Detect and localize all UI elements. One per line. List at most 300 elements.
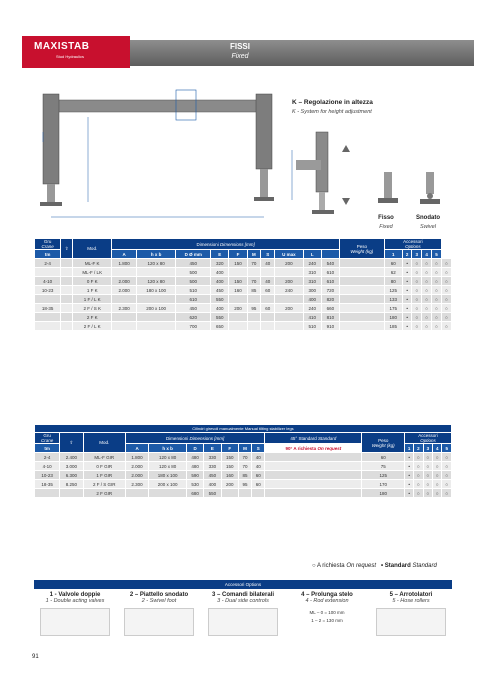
table-cell: 60: [362, 453, 405, 462]
table-cell: 530: [186, 480, 203, 489]
table-cell: 2.300: [112, 304, 137, 313]
table-cell: ○: [433, 489, 442, 498]
table-cell: [221, 489, 238, 498]
table-cell: •: [402, 322, 412, 331]
table-cell: ML-F / LK: [73, 268, 112, 277]
accessory-valves: [34, 590, 116, 655]
rod-note-1: ML – 0 = 100 mm: [309, 610, 345, 615]
table-cell: 185: [384, 322, 402, 331]
t2-col-options: Accessori Options: [405, 433, 452, 444]
table-cell: 2.300: [125, 480, 149, 489]
t2-col-f: F: [221, 444, 238, 453]
table-cell: ○: [441, 286, 451, 295]
table-cell: 120 x 80: [149, 453, 187, 462]
table-cell: 810: [321, 313, 339, 322]
t2-col-opt5: 5: [442, 444, 452, 453]
table-cell: ○: [441, 322, 451, 331]
table-cell: 820: [321, 295, 339, 304]
table-cell: 62: [384, 268, 402, 277]
table-cell: [112, 322, 137, 331]
table-cell: 18-35: [35, 304, 61, 313]
table-cell: [265, 471, 362, 480]
col-load-icon: ⇧: [61, 239, 73, 259]
table-cell: ○: [441, 295, 451, 304]
table-row: [35, 277, 452, 286]
table-cell: ○: [414, 489, 423, 498]
table-cell: [229, 322, 247, 331]
table-row: [35, 259, 452, 268]
table-cell: [339, 313, 384, 322]
table-cell: 200: [275, 277, 304, 286]
table-cell: [339, 286, 384, 295]
t2-col-standard: 45° Standard Standard: [265, 433, 362, 444]
table-cell: ○: [433, 480, 442, 489]
table-cell: 240: [275, 286, 304, 295]
fixed-label: Fisso: [378, 215, 394, 221]
height-adjustment-drawing: [286, 130, 366, 218]
table-cell: ○: [412, 295, 422, 304]
table-row: [35, 471, 452, 480]
table-cell: 400: [204, 480, 221, 489]
col-m: M: [247, 250, 261, 259]
table-cell: 133: [384, 295, 402, 304]
table-cell: 8.250: [60, 480, 84, 489]
table-cell: 70: [247, 259, 261, 268]
table-cell: 550: [211, 295, 229, 304]
table-cell: ○: [441, 268, 451, 277]
table-cell: 2.000: [125, 471, 149, 480]
table-cell: ○: [441, 259, 451, 268]
table-cell: 310: [303, 277, 321, 286]
table-cell: ○: [422, 304, 432, 313]
page-number: 91: [32, 654, 39, 660]
accessory-title: 3 – Comandi bilaterali: [211, 592, 275, 598]
table-cell: 2.000: [112, 277, 137, 286]
table-cell: 240: [303, 259, 321, 268]
table-cell: ○: [432, 313, 442, 322]
table-cell: 70: [238, 453, 251, 462]
table-cell: 240: [303, 304, 321, 313]
table-cell: ○: [442, 489, 452, 498]
accessory-title: 2 – Piattello snodato: [129, 592, 189, 598]
table-cell: 200 x 100: [136, 304, 175, 313]
table-cell: 120 x 80: [136, 277, 175, 286]
table-cell: [149, 489, 187, 498]
table-cell: 660: [321, 304, 339, 313]
col-s: S: [261, 250, 275, 259]
table-cell: ○: [412, 322, 422, 331]
accessory-title: 5 – Arrotolatori: [389, 592, 433, 598]
table-cell: ○: [414, 453, 423, 462]
table-cell: 40: [261, 259, 275, 268]
t2-col-load-icon: ⇧: [60, 433, 84, 453]
table-cell: 550: [204, 489, 221, 498]
table-cell: 4-10: [35, 462, 60, 471]
table-cell: 400: [303, 295, 321, 304]
table-cell: 120 x 80: [136, 259, 175, 268]
table-cell: ○: [432, 277, 442, 286]
table-cell: [35, 313, 61, 322]
col-opt1: 1: [384, 250, 402, 259]
table-cell: 1 F K: [73, 286, 112, 295]
page-subtitle: Fixed: [231, 53, 249, 60]
table-cell: [265, 462, 362, 471]
table-cell: [275, 295, 304, 304]
table-cell: 60: [252, 480, 265, 489]
table-cell: •: [405, 453, 414, 462]
table-cell: ○: [414, 462, 423, 471]
table-cell: [265, 489, 362, 498]
col-l: L: [303, 250, 321, 259]
table-cell: ○: [423, 462, 432, 471]
t2-col-opt4: 4: [433, 444, 442, 453]
table-cell: 2.400: [60, 453, 84, 462]
table-cell: •: [405, 471, 414, 480]
table2-strip: Cilindri girevoli manualmente Manual tilting stabilizer legs: [35, 425, 452, 433]
table-cell: 330: [204, 462, 221, 471]
col-dims: Dimensioni Dimensions [mm]: [112, 239, 340, 250]
table-cell: 500: [176, 268, 211, 277]
table-cell: [35, 489, 60, 498]
col-hxb: h x b: [136, 250, 175, 259]
col-options: Accessori Options: [384, 239, 441, 250]
col-gru: Gru Crane: [35, 239, 61, 250]
table-cell: ○: [414, 471, 423, 480]
table-cell: 10-23: [35, 471, 60, 480]
t2-col-weight: Peso Weight (kg): [362, 433, 405, 453]
table-cell: ○: [422, 322, 432, 331]
page-title: FISSI: [229, 42, 250, 51]
logo-subtext: Stud Hydraulics: [56, 54, 85, 59]
fixed-foot-drawing: [376, 172, 400, 206]
table-cell: 2 F / S GIR: [83, 480, 125, 489]
col-e: E: [211, 250, 229, 259]
col-opt4: 4: [422, 250, 432, 259]
table-cell: 320: [211, 259, 229, 268]
table-cell: ○: [432, 268, 442, 277]
legend-request-sub: On request: [346, 563, 376, 569]
table-cell: 2.000: [112, 286, 137, 295]
table-cell: 85: [238, 471, 251, 480]
table-cell: [339, 268, 384, 277]
col-a: A: [112, 250, 137, 259]
accessory-subtitle: 1 - Double acting valves: [45, 598, 105, 604]
table-cell: ○: [432, 259, 442, 268]
t2-col-opt2: 2: [414, 444, 423, 453]
col-u: U max: [275, 250, 304, 259]
table-row: [35, 286, 452, 295]
table-cell: 590: [186, 471, 203, 480]
table-cell: [238, 489, 251, 498]
table-cell: ○: [412, 304, 422, 313]
table-cell: 610: [176, 295, 211, 304]
t2-col-hxb: h x b: [149, 444, 187, 453]
regulation-title: K – Regolazione in altezza: [292, 99, 373, 106]
accessories-header: Accessori Options: [34, 580, 452, 589]
table-cell: [136, 268, 175, 277]
t2-col-tm: tm: [35, 444, 60, 453]
table-cell: [136, 322, 175, 331]
table-cell: ○: [423, 471, 432, 480]
table-cell: [61, 322, 73, 331]
table-row: [35, 304, 452, 313]
table-cell: [229, 268, 247, 277]
table-cell: •: [402, 286, 412, 295]
table-cell: •: [402, 295, 412, 304]
table-cell: 450: [176, 304, 211, 313]
table-cell: [35, 322, 61, 331]
hose-rollers-image: [376, 608, 446, 636]
table-cell: 60: [252, 471, 265, 480]
table-cell: 10-23: [35, 286, 61, 295]
table-cell: 18-35: [35, 480, 60, 489]
table-cell: 2-4: [35, 453, 60, 462]
col-tm: tm: [35, 250, 61, 259]
table-cell: [247, 268, 261, 277]
table-row: [35, 268, 452, 277]
table-cell: [339, 277, 384, 286]
table-cell: 80: [384, 277, 402, 286]
table-cell: 910: [321, 322, 339, 331]
t2-col-d: D: [186, 444, 203, 453]
table-cell: ○: [433, 471, 442, 480]
swivel-sublabel: Swivel: [420, 224, 436, 230]
logo-text: MAXISTAB: [34, 41, 90, 52]
table-cell: [136, 313, 175, 322]
table-cell: ○: [422, 295, 432, 304]
valves-image: [40, 608, 110, 636]
table-cell: [61, 277, 73, 286]
table-cell: ○: [441, 304, 451, 313]
table-cell: 510: [176, 286, 211, 295]
table-cell: 2 F K: [73, 313, 112, 322]
table-cell: 70: [238, 462, 251, 471]
table-cell: ○: [412, 268, 422, 277]
table-cell: •: [405, 480, 414, 489]
table-cell: 650: [211, 322, 229, 331]
table-row: [35, 462, 452, 471]
table-cell: 120 x 80: [149, 462, 187, 471]
table-cell: 480: [186, 453, 203, 462]
accessory-subtitle: 2 - Swivel foot: [141, 598, 177, 604]
rod-note-2: 1 – 2 = 130 mm: [311, 618, 343, 623]
col-opt3: 3: [412, 250, 422, 259]
table-cell: [125, 489, 149, 498]
table-cell: ○: [442, 471, 452, 480]
table-cell: [265, 453, 362, 462]
table-row: [35, 489, 452, 498]
legend-standard: • Standard: [381, 563, 411, 569]
table-cell: 480: [186, 462, 203, 471]
table-cell: 620: [176, 313, 211, 322]
table-cell: 200: [275, 304, 304, 313]
t2-col-opt1: 1: [405, 444, 414, 453]
stabilizer-drawing: [28, 82, 298, 232]
table-cell: 400: [211, 268, 229, 277]
table-cell: [61, 259, 73, 268]
table-cell: 125: [384, 286, 402, 295]
table-cell: ○: [422, 313, 432, 322]
col-blank: [321, 250, 339, 259]
table-cell: 40: [252, 462, 265, 471]
table-cell: [112, 295, 137, 304]
table-cell: [247, 295, 261, 304]
table-cell: 400: [211, 304, 229, 313]
table-cell: 175: [384, 304, 402, 313]
table-cell: 0 F GIR: [83, 462, 125, 471]
table-cell: 160: [229, 286, 247, 295]
table-cell: 180 x 100: [136, 286, 175, 295]
table-cell: ML-F K: [73, 259, 112, 268]
table-cell: 2-4: [35, 259, 61, 268]
table-cell: ○: [441, 313, 451, 322]
table-cell: [61, 304, 73, 313]
t2-col-a: A: [125, 444, 149, 453]
table-cell: 540: [321, 259, 339, 268]
table-cell: ○: [414, 480, 423, 489]
t2-col-opt3: 3: [423, 444, 432, 453]
table-cell: 180: [362, 489, 405, 498]
table-cell: ○: [422, 259, 432, 268]
table-cell: [61, 268, 73, 277]
table-cell: 1.800: [112, 259, 137, 268]
t2-col-request: 90° A richiesta On request: [265, 444, 362, 453]
table-row: [35, 480, 452, 489]
dual-controls-image: [208, 608, 278, 636]
table-cell: •: [402, 313, 412, 322]
table-cell: 450: [204, 471, 221, 480]
table-cell: ○: [412, 259, 422, 268]
swivel-models-table: [34, 424, 452, 498]
table-row: [35, 453, 452, 462]
table-cell: ○: [422, 286, 432, 295]
accessory-dual-controls: [202, 590, 284, 655]
accessory-title: 4 – Prolunga stelo: [301, 592, 353, 598]
accessory-subtitle: 3 - Dual side controls: [217, 598, 269, 604]
table-cell: •: [405, 489, 414, 498]
table-cell: ML-F GIR: [83, 453, 125, 462]
table-cell: [35, 295, 61, 304]
table-cell: ○: [422, 277, 432, 286]
t2-col-s: S: [252, 444, 265, 453]
table-cell: ○: [433, 453, 442, 462]
col-f: F: [229, 250, 247, 259]
table-cell: 400: [211, 277, 229, 286]
table-cell: 680: [186, 489, 203, 498]
table-cell: 550: [211, 313, 229, 322]
col-opt2: 2: [402, 250, 412, 259]
accessory-subtitle: 4 - Rod extension: [305, 598, 349, 604]
t2-col-mod: Mod.: [83, 433, 125, 453]
table-cell: ○: [412, 313, 422, 322]
table-cell: 150: [229, 259, 247, 268]
table-cell: 3.000: [60, 462, 84, 471]
swivel-foot-image: [124, 608, 194, 636]
table-cell: 1.800: [125, 453, 149, 462]
table-cell: 6.300: [60, 471, 84, 480]
table-cell: 450: [176, 259, 211, 268]
table-cell: •: [402, 277, 412, 286]
accessory-rod-extension: [286, 590, 368, 655]
table-cell: 310: [303, 268, 321, 277]
table-cell: 450: [211, 286, 229, 295]
table-cell: [261, 322, 275, 331]
table-cell: 200: [229, 304, 247, 313]
table-cell: [261, 313, 275, 322]
table-cell: ○: [433, 462, 442, 471]
t2-col-m: M: [238, 444, 251, 453]
table-cell: [275, 313, 304, 322]
table-cell: 700: [176, 322, 211, 331]
table-cell: ○: [432, 304, 442, 313]
table-cell: 2 F / S K: [73, 304, 112, 313]
table-cell: [112, 268, 137, 277]
table-cell: 95: [247, 304, 261, 313]
table-cell: ○: [441, 277, 451, 286]
table-cell: [61, 313, 73, 322]
table-cell: [61, 286, 73, 295]
table-cell: 4-10: [35, 277, 61, 286]
accessory-swivel-foot: [118, 590, 200, 655]
table-cell: ○: [423, 453, 432, 462]
accessory-title: 1 - Valvole doppie: [49, 592, 101, 598]
table-cell: •: [402, 268, 412, 277]
table-cell: 95: [238, 480, 251, 489]
table-cell: [112, 313, 137, 322]
table-cell: 200: [275, 259, 304, 268]
table-cell: 0 F K: [73, 277, 112, 286]
legend-standard-sub: Standard: [412, 563, 437, 569]
table-cell: [247, 313, 261, 322]
table-cell: [261, 295, 275, 304]
table-cell: 85: [247, 286, 261, 295]
table-cell: •: [405, 462, 414, 471]
table-cell: 60: [261, 304, 275, 313]
legend-request: ○ A richiesta: [312, 563, 345, 569]
table-cell: ○: [442, 453, 452, 462]
accessory-subtitle: 5 - Hose rollers: [392, 598, 430, 604]
table-cell: [265, 480, 362, 489]
col-mod: Mod.: [73, 239, 112, 259]
table-cell: ○: [432, 322, 442, 331]
table-cell: [136, 295, 175, 304]
table-cell: 170: [362, 480, 405, 489]
swivel-foot-drawing: [418, 172, 442, 206]
table-cell: [252, 489, 265, 498]
table-row: [35, 295, 452, 304]
table-cell: [339, 259, 384, 268]
table-cell: 1 F / L K: [73, 295, 112, 304]
table-cell: [261, 268, 275, 277]
table-cell: [275, 322, 304, 331]
table-cell: 160: [221, 471, 238, 480]
fixed-models-table: [34, 238, 452, 331]
table-cell: 200: [221, 480, 238, 489]
table-cell: [229, 313, 247, 322]
table-cell: [35, 268, 61, 277]
table-cell: ○: [422, 268, 432, 277]
table-cell: 70: [247, 277, 261, 286]
table-cell: 150: [221, 462, 238, 471]
table-cell: ○: [432, 295, 442, 304]
table-cell: 150: [221, 453, 238, 462]
table-cell: 60: [261, 286, 275, 295]
t2-col-gru: Gru Crane: [35, 433, 60, 444]
table-cell: 200 x 100: [149, 480, 187, 489]
table-cell: 40: [252, 453, 265, 462]
table-cell: 2 F / L K: [73, 322, 112, 331]
table-cell: [339, 322, 384, 331]
